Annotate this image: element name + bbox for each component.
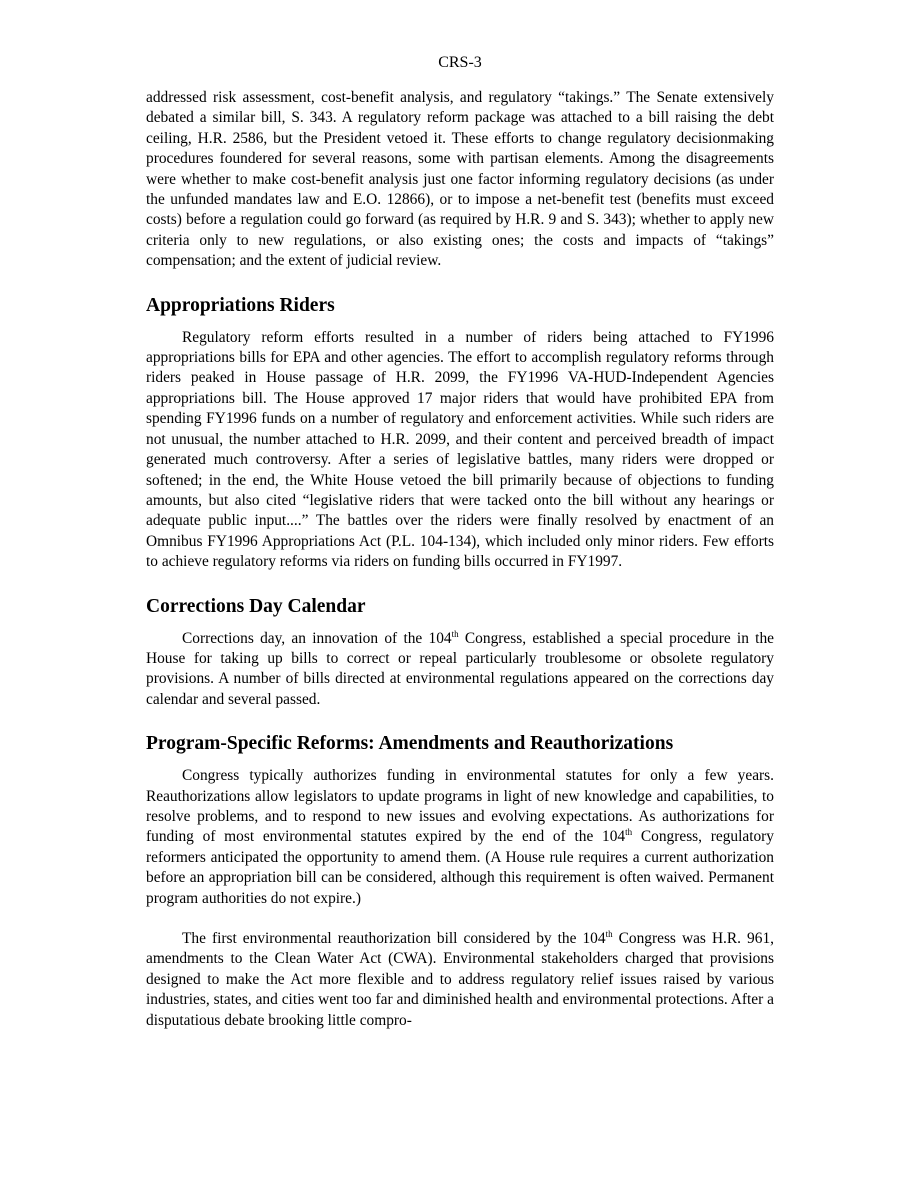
ordinal-suffix: th <box>625 827 633 838</box>
corrections-day-paragraph <box>146 629 774 711</box>
section-heading-corrections-day: Corrections Day Calendar <box>146 595 366 617</box>
text-run: Congress typically authorizes funding in environmental statutes for only a few years. Reauthorizations allow legislators to update programs in light of new knowledge and capabilities, to resolve problems, and to respond to new issues and evolving expectations. As authorizations for funding of most environmental statutes expired by the end of the 104 <box>146 767 774 846</box>
program-reforms-paragraph-1 <box>146 766 774 909</box>
appropriations-riders-paragraph: Regulatory reform efforts resulted in a number of riders being attached to FY1996 appropriations bills for EPA and other agencies. The effort to accomplish regulatory reforms through riders peaked in House passage of H.R. 2099, the FY1996 VA-HUD-Independent Agencies appropriations bill. The House approved 17 major riders that would have prohibited EPA from spending FY1996 funds on a number of regulatory and enforcement activities. While such riders are not unusual, the number attached to H.R. 2099, and their content and perceived breadth of impact generated much controversy. After a series of legislative battles, many riders were dropped or softened; in the end, the White House vetoed the bill primarily because of objections to funding amounts, but also cited “legislative riders that were tacked onto the bill without any hearings or adequate public input....” The battles over the riders were finally resolved by enactment of an Omnibus FY1996 Appropriations Act (P.L. 104-134), which included only minor riders. Few efforts to achieve regulatory reforms via riders on funding bills occurred in FY1997. <box>146 328 774 571</box>
text-run: Congress, established a special procedure in the House for taking up bills to correct or repeal particularly troublesome or obsolete regulatory provisions. A number of bills directed at environmental regulations appeared on the corrections day calendar and several passed. <box>146 629 774 708</box>
text-run: The first environmental reauthorization bill considered by the 104 <box>182 930 606 947</box>
program-reforms-paragraph-2 <box>146 929 774 1031</box>
ordinal-suffix: th <box>451 628 459 639</box>
page-header: CRS-3 <box>438 54 482 71</box>
document-page <box>146 52 774 1031</box>
section-heading-appropriations-riders: Appropriations Riders <box>146 294 335 316</box>
text-run: Congress was H.R. 961, amendments to the Clean Water Act (CWA). Environmental stakeholders charged that provisions designed to make the Act more flexible and to address regulatory relief issues raised by various industries, states, and cities went too far and diminished health and environmental protections. After a disputatious debate brooking little compro- <box>146 930 774 1029</box>
section-heading-program-specific-reforms: Program-Specific Reforms: Amendments and Reauthorizations <box>146 733 674 755</box>
text-run: Corrections day, an innovation of the 104 <box>182 629 452 647</box>
text-run: Congress, regulatory reformers anticipated the opportunity to amend them. (A House rule requires a current authorization before an appropriation bill can be considered, although this requirement is often waived. Permanent program authorities do not expire.) <box>146 828 775 907</box>
intro-paragraph: addressed risk assessment, cost-benefit analysis, and regulatory “takings.” The Senate extensively debated a similar bill, S. 343. A regulatory reform package was attached to a bill raising the debt ceiling, H.R. 2586, but the President vetoed it. These efforts to change regulatory decisionmaking procedures foundered for several reasons, some with partisan elements. Among the disagreements were whether to make cost-benefit analysis just one factor informing regulatory decisions (as under the unfunded mandates law and E.O. 12866), or to impose a net-benefit test (benefits must exceed costs) before a regulation could go forward (as required by H.R. 9 and S. 343); whether to apply new criteria only to new regulations, or also existing ones; the costs and impacts of “takings” compensation; and the extent of judicial review. <box>146 89 774 270</box>
ordinal-suffix: th <box>605 928 613 939</box>
